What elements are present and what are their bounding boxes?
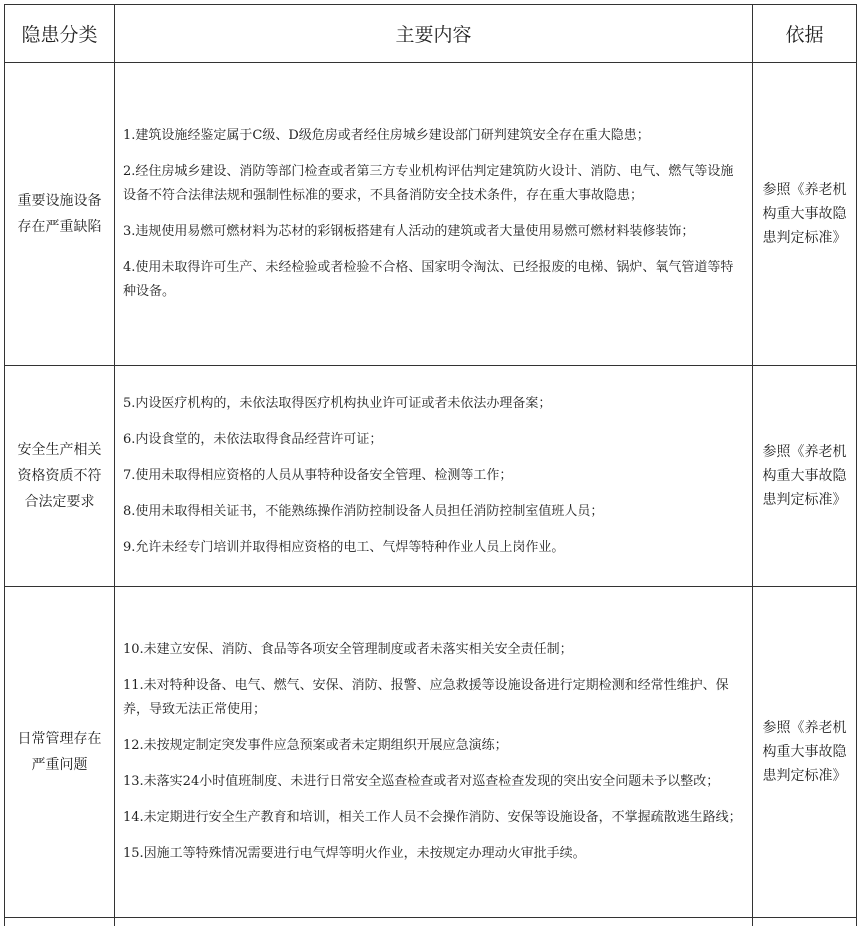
content-item: 3.违规使用易燃可燃材料为芯材的彩钢板搭建有人活动的建筑或者大量使用易燃可燃材料装修装饰； — [123, 220, 744, 244]
hazard-table — [4, 4, 857, 926]
content-item: 14.未定期进行安全生产教育和培训，相关工作人员不会操作消防、安保等设施设备，不掌握疏散逃生路线； — [123, 806, 744, 830]
content-item: 5.内设医疗机构的，未依法取得医疗机构执业许可证或者未依法办理备案； — [123, 392, 744, 416]
content-item: 12.未按规定制定突发事件应急预案或者未定期组织开展应急演练； — [123, 734, 744, 758]
content-item: 13.未落实24小时值班制度、未进行日常安全巡查检查或者对巡查检查发现的突出安全问题未予以整改； — [123, 770, 744, 794]
basis-cell: 参照《养老机构重大事故隐患判定标准》 — [753, 63, 857, 366]
content-item: 9.允许未经专门培训并取得相应资格的电工、气焊等特种作业人员上岗作业。 — [123, 536, 744, 560]
content-item: 1.建筑设施经鉴定属于C级、D级危房或者经住房城乡建设部门研判建筑安全存在重大隐患； — [123, 124, 744, 148]
category-cell: 安全生产相关资格资质不符合法定要求 — [5, 366, 115, 587]
table-row-continuation — [5, 918, 857, 926]
category-cell: 重要设施设备存在严重缺陷 — [5, 63, 115, 366]
header-basis: 依据 — [753, 5, 857, 63]
category-cell: 日常管理存在严重问题 — [5, 587, 115, 918]
content-item: 15.因施工等特殊情况需要进行电气焊等明火作业，未按规定办理动火审批手续。 — [123, 842, 744, 866]
content-item: 7.使用未取得相应资格的人员从事特种设备安全管理、检测等工作； — [123, 464, 744, 488]
table-row — [5, 366, 857, 587]
basis-cell: 参照《养老机构重大事故隐患判定标准》 — [753, 587, 857, 918]
table-row — [5, 63, 857, 366]
table-row — [5, 587, 857, 918]
content-item: 11.未对特种设备、电气、燃气、安保、消防、报警、应急救援等设施设备进行定期检测和经常性维护、保养，导致无法正常使用； — [123, 674, 744, 722]
content-item: 4.使用未取得许可生产、未经检验或者检验不合格、国家明令淘汰、已经报废的电梯、锅炉、氧气管道等特种设备。 — [123, 256, 744, 304]
content-item: 2.经住房城乡建设、消防等部门检查或者第三方专业机构评估判定建筑防火设计、消防、电气、燃气等设施设备不符合法律法规和强制性标准的要求，不具备消防安全技术条件，存在重大事故隐患； — [123, 160, 744, 208]
content-item: 10.未建立安保、消防、食品等各项安全管理制度或者未落实相关安全责任制； — [123, 638, 744, 662]
content-item: 6.内设食堂的，未依法取得食品经营许可证； — [123, 428, 744, 452]
header-content: 主要内容 — [115, 5, 753, 63]
content-cell — [115, 587, 753, 918]
basis-cell: 参照《养老机构重大事故隐患判定标准》 — [753, 366, 857, 587]
content-item: 8.使用未取得相关证书，不能熟练操作消防控制设备人员担任消防控制室值班人员； — [123, 500, 744, 524]
header-category: 隐患分类 — [5, 5, 115, 63]
content-cell — [115, 366, 753, 587]
content-cell — [115, 63, 753, 366]
header-row — [5, 5, 857, 63]
